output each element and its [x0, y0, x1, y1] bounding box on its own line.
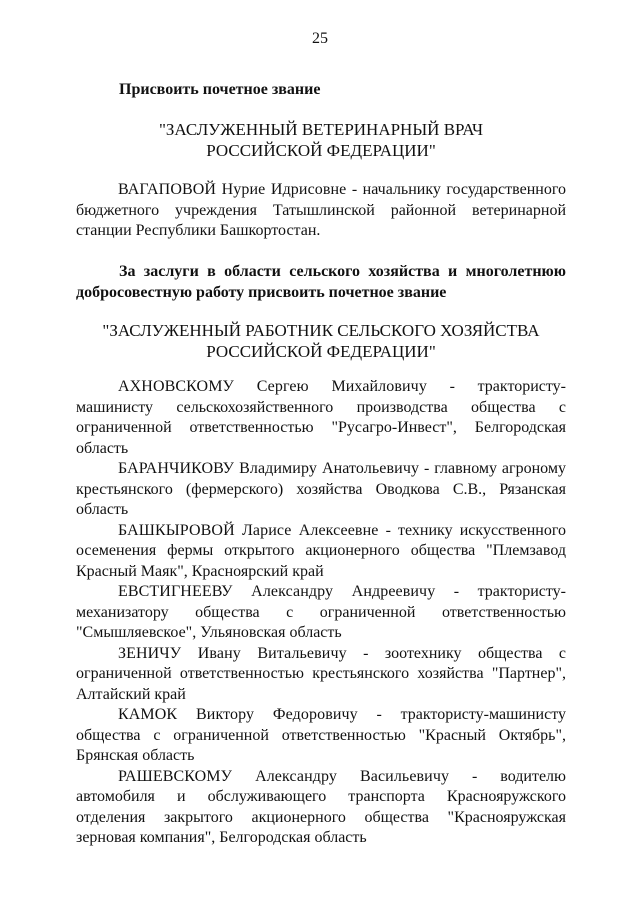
award-entry — [76, 459, 566, 521]
awardee-position: - трактористу-механизатору общества с ограниченной ответственностью "Смышляевское", Ульяновская область — [76, 583, 566, 641]
awardee-name: ЕВСТИГНЕЕВУ Александру Андреевичу — [118, 583, 436, 600]
title-line: РОССИЙСКОЙ ФЕДЕРАЦИИ" — [206, 342, 436, 361]
awardee-position: - начальнику государственного бюджетного учреждения Татышлинской районной ветеринарной станции Республики Башкортостан. — [76, 181, 566, 239]
awardee-position: - технику искусственного осеменения фермы открытого акционерного общества "Племзавод Красный Маяк", Красноярский край — [76, 521, 566, 580]
award-entry — [76, 377, 566, 459]
title-line: "ЗАСЛУЖЕННЫЙ РАБОТНИК СЕЛЬСКОГО ХОЗЯЙСТВА — [102, 321, 540, 340]
award-entry — [76, 180, 566, 242]
award-entry — [76, 705, 566, 767]
awardee-position: - зоотехнику общества с ограниченной ответственностью крестьянского хозяйства "Партнер", Алтайский край — [76, 644, 566, 703]
entry-list-agriculture — [76, 377, 566, 849]
section-heading-veterinary: Присвоить почетное звание — [119, 81, 321, 98]
award-entry — [76, 644, 566, 706]
award-entry — [76, 582, 566, 644]
awardee-name: РАШЕВСКОМУ Александру Васильевичу — [118, 767, 450, 785]
awardee-name: ЗЕНИЧУ Ивану Витальевичу — [118, 644, 347, 662]
awardee-position: - трактористу-машинисту общества с ограниченной ответственностью "Красный Октябрь", Брянская область — [76, 706, 566, 764]
entry-list-veterinary — [76, 180, 566, 242]
awardee-name: БАРАНЧИКОВУ Владимиру Анатольевичу — [118, 460, 420, 477]
awardee-position: - трактористу-машинисту сельскохозяйственного производства общества с ограниченной ответственностью "Русагро-Инвест", Белгородская область — [76, 378, 566, 457]
awardee-name: КАМОК Виктору Федоровичу — [118, 706, 358, 723]
awardee-name: АХНОВСКОМУ Сергею Михайловичу — [118, 378, 427, 395]
title-line: РОССИЙСКОЙ ФЕДЕРАЦИИ" — [206, 141, 436, 160]
section-heading-agriculture: За заслуги в области сельского хозяйства и многолетнюю добросовестную работу присвоить почетное звание — [76, 263, 566, 301]
awardee-name: ВАГАПОВОЙ Нурие Идрисовне — [118, 181, 347, 198]
page-number: 25 — [312, 30, 328, 47]
award-entry — [76, 521, 566, 583]
awardee-name: БАШКЫРОВОЙ Ларисе Алексеевне — [118, 521, 379, 539]
title-agriculture-worker — [76, 320, 566, 362]
title-line: "ЗАСЛУЖЕННЫЙ ВЕТЕРИНАРНЫЙ ВРАЧ — [158, 120, 484, 139]
title-veterinary-doctor — [76, 119, 566, 161]
award-entry — [76, 767, 566, 849]
awardee-position: - водителю автомобиля и обслуживающего транспорта Краснояружского отделения закрытого акционерного общества "Краснояружская зерновая компания", Белгородская область — [76, 767, 566, 846]
awardee-position: - главному агроному крестьянского (фермерского) хозяйства Оводкова С.В., Рязанская область — [76, 460, 566, 518]
